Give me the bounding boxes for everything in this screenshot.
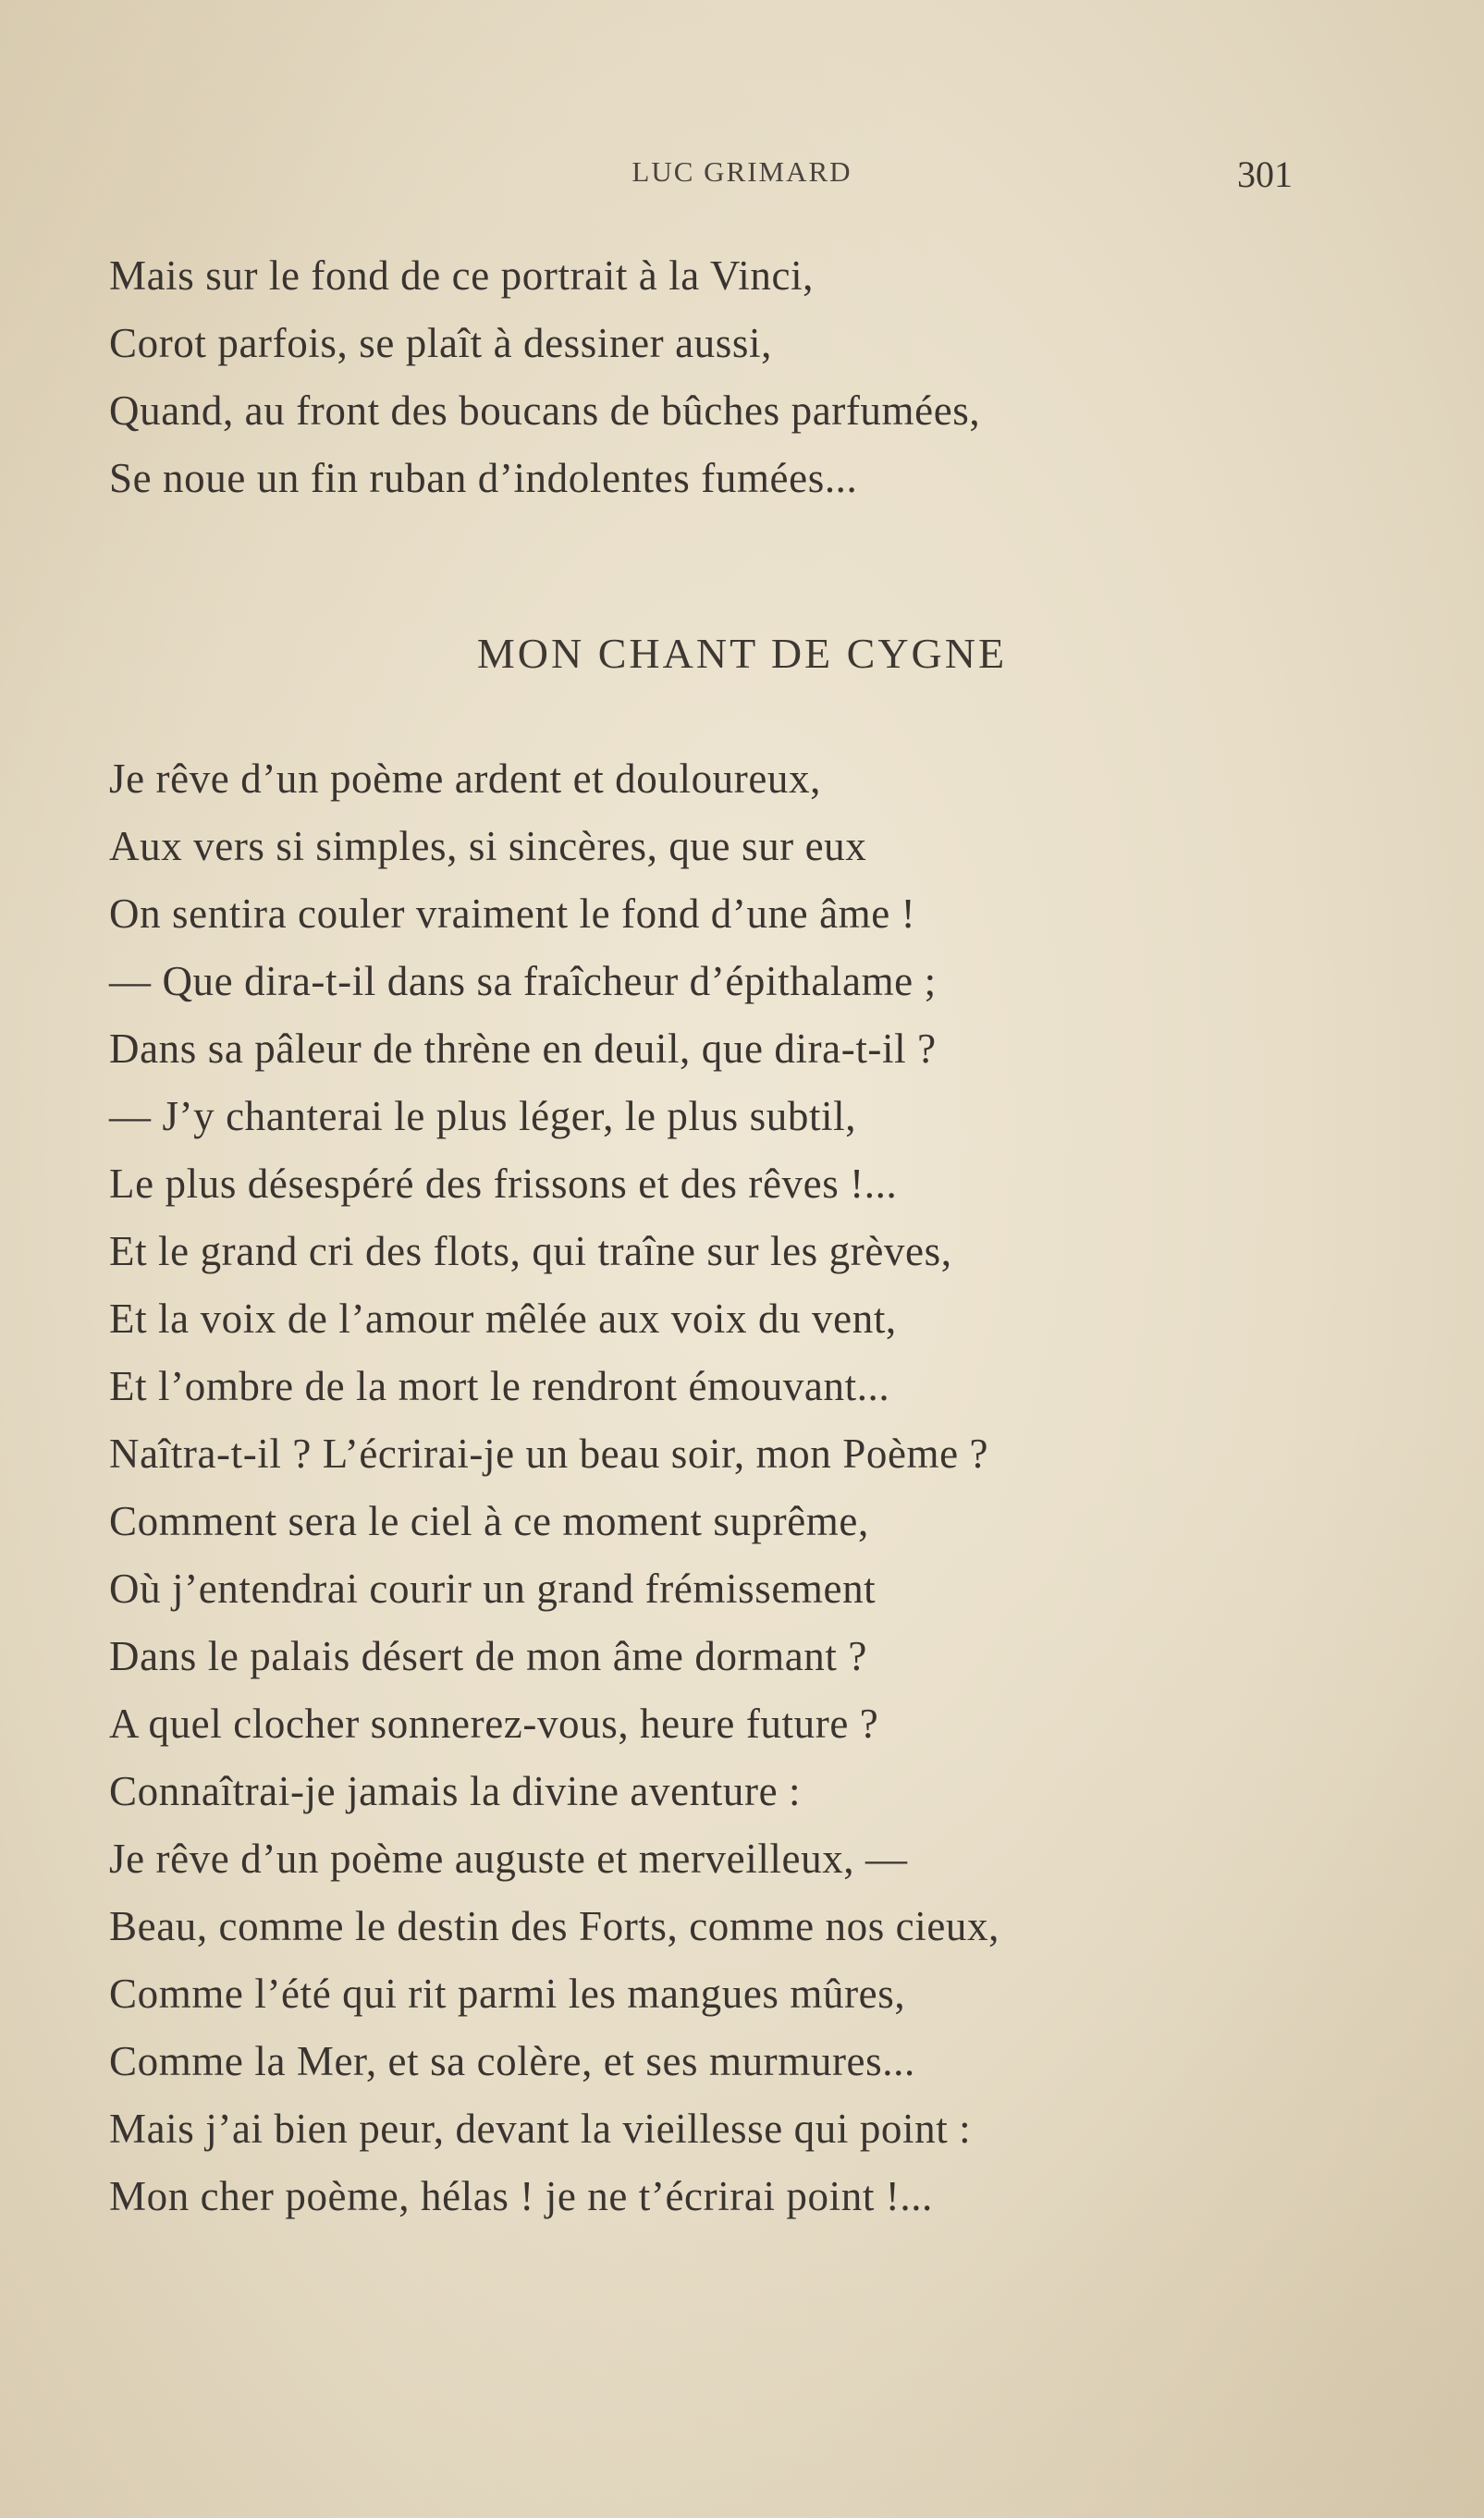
verse-line: Dans sa pâleur de thrène en deuil, que dira-t-il ? (109, 1026, 937, 1072)
poem-title: MON CHANT DE CYGNE (476, 630, 1008, 677)
verse-line: A quel clocher sonnerez-vous, heure future ? (109, 1701, 879, 1747)
verse-line: Et la voix de l’amour mêlée aux voix du vent, (109, 1296, 897, 1342)
verse-line: Beau, comme le destin des Forts, comme nos cieux, (109, 1903, 1000, 1949)
verse-line: Où j’entendrai courir un grand frémissement (109, 1566, 877, 1612)
verse-line: Je rêve d’un poème ardent et douloureux, (109, 755, 821, 802)
intro-stanza (109, 242, 1311, 512)
verse-line: Mais sur le fond de ce portrait à la Vinci, (109, 252, 815, 299)
verse-line: — J’y chanterai le plus léger, le plus subtil, (109, 1093, 857, 1139)
verse-line: Le plus désespéré des frissons et des rêves !... (109, 1161, 898, 1207)
page-number: 301 (1237, 154, 1293, 195)
verse-line: Naîtra-t-il ? L’écrirai-je un beau soir, mon Poème ? (109, 1431, 989, 1477)
verse-line: Comme la Mer, et sa colère, et ses murmures... (109, 2038, 915, 2084)
verse-line: — Que dira-t-il dans sa fraîcheur d’épithalame ; (109, 958, 937, 1004)
verse-line: Et l’ombre de la mort le rendront émouvant... (109, 1363, 890, 1409)
verse-line: On sentira couler vraiment le fond d’une âme ! (109, 891, 916, 937)
poem-body (109, 745, 1311, 2230)
verse-line: Je rêve d’un poème auguste et merveilleux, — (109, 1836, 908, 1882)
verse-line: Mais j’ai bien peur, devant la vieillesse qui point : (109, 2106, 972, 2152)
verse-line: Mon cher poème, hélas ! je ne t’écrirai point !... (109, 2173, 933, 2219)
verse-line: Quand, au front des boucans de bûches parfumées, (109, 387, 981, 434)
verse-line: Et le grand cri des flots, qui traîne sur les grèves, (109, 1228, 952, 1274)
verse-line: Comme l’été qui rit parmi les mangues mûres, (109, 1971, 906, 2017)
verse-line: Connaîtrai-je jamais la divine aventure : (109, 1768, 802, 1814)
verse-line: Aux vers si simples, si sincères, que sur eux (109, 823, 867, 869)
verse-line: Corot parfois, se plaît à dessiner aussi, (109, 320, 772, 366)
verse-line: Comment sera le ciel à ce moment suprême, (109, 1498, 869, 1544)
verse-line: Dans le palais désert de mon âme dormant ? (109, 1633, 867, 1679)
running-head: LUC GRIMARD (632, 155, 852, 188)
verse-line: Se noue un fin ruban d’indolentes fumées... (109, 455, 858, 501)
